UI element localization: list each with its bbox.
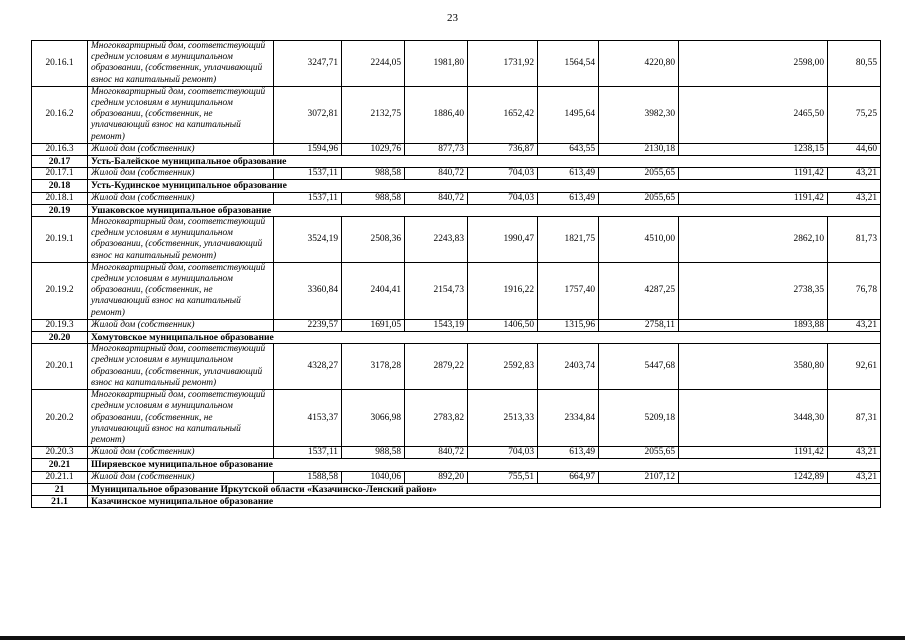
row-code: 20.20.1 [32, 344, 88, 390]
section-title: Усть-Балейское муниципальное образование [88, 156, 881, 168]
housing-type-description: Жилой дом (собственник) [88, 319, 274, 331]
value-cell: 1191,42 [679, 192, 828, 204]
value-cell: 2738,35 [679, 262, 828, 319]
value-cell: 43,21 [828, 471, 881, 483]
value-cell: 2334,84 [538, 390, 599, 447]
value-cell: 75,25 [828, 86, 881, 143]
value-cell: 43,21 [828, 192, 881, 204]
value-cell: 3360,84 [274, 262, 342, 319]
value-cell: 3066,98 [342, 390, 405, 447]
section-code: 20.17 [32, 156, 88, 168]
value-cell: 2055,65 [599, 447, 679, 459]
value-cell: 1242,89 [679, 471, 828, 483]
value-cell: 43,21 [828, 168, 881, 180]
value-cell: 1691,05 [342, 319, 405, 331]
value-cell: 80,55 [828, 41, 881, 87]
value-cell: 2403,74 [538, 344, 599, 390]
value-cell: 1238,15 [679, 143, 828, 155]
value-cell: 43,21 [828, 447, 881, 459]
value-cell: 840,72 [405, 192, 468, 204]
value-cell: 5447,68 [599, 344, 679, 390]
value-cell: 2783,82 [405, 390, 468, 447]
table-row [32, 390, 881, 447]
row-code: 20.16.1 [32, 41, 88, 87]
value-cell: 704,03 [468, 168, 538, 180]
housing-type-description: Многоквартирный дом, соответствующий средним условиям в муниципальном образовании, (собственник, не уплачивающий взнос на капитальный ремонт) [88, 262, 274, 319]
value-cell: 2132,75 [342, 86, 405, 143]
value-cell: 1564,54 [538, 41, 599, 87]
housing-type-description: Многоквартирный дом, соответствующий средним условиям в муниципальном образовании, (собственник, уплачивающий взнос на капитальный ремонт) [88, 344, 274, 390]
table-row [32, 86, 881, 143]
value-cell: 2592,83 [468, 344, 538, 390]
value-cell: 3072,81 [274, 86, 342, 143]
value-cell: 840,72 [405, 447, 468, 459]
tariff-table [31, 40, 881, 508]
section-header-row [32, 204, 881, 216]
value-cell: 704,03 [468, 192, 538, 204]
row-code: 20.20.2 [32, 390, 88, 447]
value-cell: 613,49 [538, 447, 599, 459]
table-row [32, 192, 881, 204]
value-cell: 704,03 [468, 447, 538, 459]
value-cell: 1594,96 [274, 143, 342, 155]
housing-type-description: Жилой дом (собственник) [88, 447, 274, 459]
value-cell: 2055,65 [599, 168, 679, 180]
value-cell: 87,31 [828, 390, 881, 447]
section-header-row [32, 156, 881, 168]
section-title: Ушаковское муниципальное образование [88, 204, 881, 216]
value-cell: 892,20 [405, 471, 468, 483]
value-cell: 1315,96 [538, 319, 599, 331]
value-cell: 3448,30 [679, 390, 828, 447]
value-cell: 43,21 [828, 319, 881, 331]
value-cell: 643,55 [538, 143, 599, 155]
value-cell: 3982,30 [599, 86, 679, 143]
section-title: Хомутовское муниципальное образование [88, 332, 881, 344]
value-cell: 1821,75 [538, 217, 599, 263]
value-cell: 613,49 [538, 168, 599, 180]
value-cell: 2758,11 [599, 319, 679, 331]
value-cell: 5209,18 [599, 390, 679, 447]
value-cell: 2244,05 [342, 41, 405, 87]
section-title: Усть-Кудинское муниципальное образование [88, 180, 881, 192]
page-number: 23 [447, 12, 458, 24]
value-cell: 988,58 [342, 168, 405, 180]
row-code: 20.20.3 [32, 447, 88, 459]
value-cell: 3580,80 [679, 344, 828, 390]
value-cell: 1652,42 [468, 86, 538, 143]
housing-type-description: Жилой дом (собственник) [88, 143, 274, 155]
value-cell: 4220,80 [599, 41, 679, 87]
section-code: 21 [32, 483, 88, 495]
table-row [32, 447, 881, 459]
value-cell: 2465,50 [679, 86, 828, 143]
value-cell: 1886,40 [405, 86, 468, 143]
table-row [32, 262, 881, 319]
housing-type-description: Многоквартирный дом, соответствующий средним условиям в муниципальном образовании, (собственник, уплачивающий взнос на капитальный ремонт) [88, 41, 274, 87]
section-code: 20.18 [32, 180, 88, 192]
value-cell: 3247,71 [274, 41, 342, 87]
section-header-row [32, 180, 881, 192]
housing-type-description: Жилой дом (собственник) [88, 192, 274, 204]
value-cell: 1495,64 [538, 86, 599, 143]
value-cell: 1543,19 [405, 319, 468, 331]
section-header-row [32, 483, 881, 495]
row-code: 20.19.2 [32, 262, 88, 319]
value-cell: 2154,73 [405, 262, 468, 319]
row-code: 20.19.1 [32, 217, 88, 263]
table-row [32, 344, 881, 390]
row-code: 20.19.3 [32, 319, 88, 331]
section-title: Казачинское муниципальное образование [88, 495, 881, 507]
value-cell: 988,58 [342, 447, 405, 459]
value-cell: 1040,06 [342, 471, 405, 483]
section-header-row [32, 495, 881, 507]
table-row [32, 168, 881, 180]
value-cell: 1981,80 [405, 41, 468, 87]
value-cell: 4153,37 [274, 390, 342, 447]
value-cell: 877,73 [405, 143, 468, 155]
value-cell: 1029,76 [342, 143, 405, 155]
value-cell: 92,61 [828, 344, 881, 390]
value-cell: 1916,22 [468, 262, 538, 319]
value-cell: 2239,57 [274, 319, 342, 331]
row-code: 20.17.1 [32, 168, 88, 180]
section-code: 20.19 [32, 204, 88, 216]
value-cell: 1731,92 [468, 41, 538, 87]
value-cell: 988,58 [342, 192, 405, 204]
scan-bottom-edge [0, 636, 905, 640]
value-cell: 4510,00 [599, 217, 679, 263]
value-cell: 1537,11 [274, 192, 342, 204]
value-cell: 736,87 [468, 143, 538, 155]
value-cell: 4328,27 [274, 344, 342, 390]
value-cell: 81,73 [828, 217, 881, 263]
value-cell: 1406,50 [468, 319, 538, 331]
value-cell: 1537,11 [274, 447, 342, 459]
value-cell: 2243,83 [405, 217, 468, 263]
table-row [32, 471, 881, 483]
row-code: 20.16.2 [32, 86, 88, 143]
section-code: 20.20 [32, 332, 88, 344]
value-cell: 2862,10 [679, 217, 828, 263]
housing-type-description: Жилой дом (собственник) [88, 471, 274, 483]
value-cell: 613,49 [538, 192, 599, 204]
section-code: 21.1 [32, 495, 88, 507]
housing-type-description: Многоквартирный дом, соответствующий средним условиям в муниципальном образовании, (собственник, не уплачивающий взнос на капитальный ремонт) [88, 86, 274, 143]
row-code: 20.16.3 [32, 143, 88, 155]
value-cell: 755,51 [468, 471, 538, 483]
section-header-row [32, 459, 881, 471]
section-title: Ширяевское муниципальное образование [88, 459, 881, 471]
value-cell: 1537,11 [274, 168, 342, 180]
value-cell: 3178,28 [342, 344, 405, 390]
row-code: 20.18.1 [32, 192, 88, 204]
value-cell: 1893,88 [679, 319, 828, 331]
value-cell: 76,78 [828, 262, 881, 319]
value-cell: 4287,25 [599, 262, 679, 319]
section-header-row [32, 332, 881, 344]
value-cell: 2879,22 [405, 344, 468, 390]
section-code: 20.21 [32, 459, 88, 471]
value-cell: 1191,42 [679, 168, 828, 180]
table-row [32, 217, 881, 263]
value-cell: 2508,36 [342, 217, 405, 263]
value-cell: 44,60 [828, 143, 881, 155]
value-cell: 2404,41 [342, 262, 405, 319]
table-row [32, 319, 881, 331]
row-code: 20.21.1 [32, 471, 88, 483]
table-row [32, 143, 881, 155]
housing-type-description: Жилой дом (собственник) [88, 168, 274, 180]
value-cell: 1990,47 [468, 217, 538, 263]
value-cell: 1191,42 [679, 447, 828, 459]
value-cell: 2513,33 [468, 390, 538, 447]
value-cell: 840,72 [405, 168, 468, 180]
section-title: Муниципальное образование Иркутской области «Казачинско-Ленский район» [88, 483, 881, 495]
value-cell: 2055,65 [599, 192, 679, 204]
housing-type-description: Многоквартирный дом, соответствующий средним условиям в муниципальном образовании, (собственник, не уплачивающий взнос на капитальный ремонт) [88, 390, 274, 447]
value-cell: 2598,00 [679, 41, 828, 87]
value-cell: 1757,40 [538, 262, 599, 319]
value-cell: 1588,58 [274, 471, 342, 483]
table-row [32, 41, 881, 87]
value-cell: 664,97 [538, 471, 599, 483]
value-cell: 3524,19 [274, 217, 342, 263]
value-cell: 2107,12 [599, 471, 679, 483]
housing-type-description: Многоквартирный дом, соответствующий средним условиям в муниципальном образовании, (собственник, уплачивающий взнос на капитальный ремонт) [88, 217, 274, 263]
value-cell: 2130,18 [599, 143, 679, 155]
